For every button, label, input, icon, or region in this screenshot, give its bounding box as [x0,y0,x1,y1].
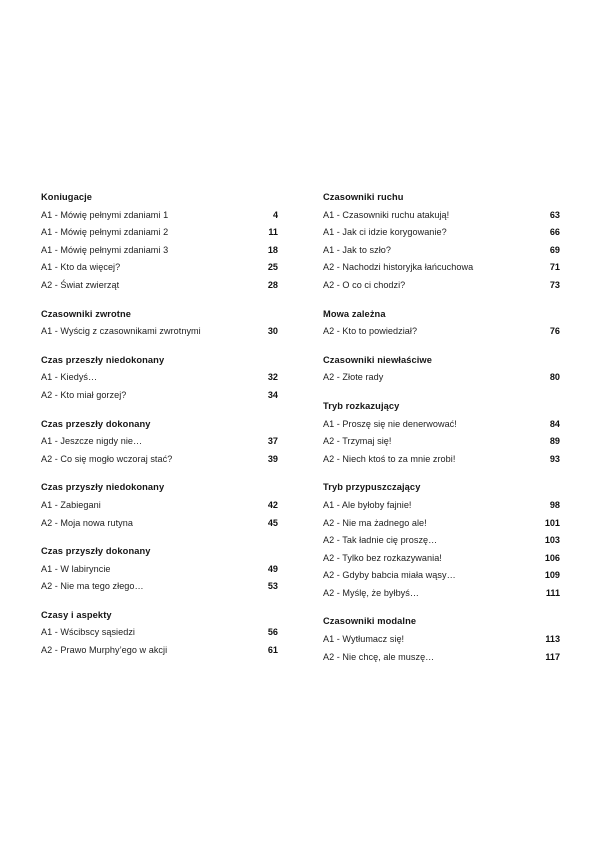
toc-entry-page-number: 4 [272,209,278,220]
toc-entry[interactable] [41,369,278,387]
toc-section [41,607,278,660]
toc-entry[interactable] [323,416,560,434]
toc-entry-page-number: 73 [549,279,560,290]
toc-entry[interactable] [323,451,560,469]
toc-entry-page-number: 30 [267,326,278,337]
toc-entry-label: A2 - Myślę, że byłbyś… [323,587,420,598]
toc-entry[interactable] [41,242,278,260]
toc-entry-label: A2 - Złote rady [323,372,384,383]
toc-entry-page-number: 93 [549,453,560,464]
toc-entry-page-number: 117 [545,651,560,662]
toc-entry-label: A2 - Niech ktoś to za mnie zrobi! [323,453,456,464]
toc-entry[interactable] [41,259,278,277]
toc-entry-label: A2 - Świat zwierząt [41,279,120,290]
toc-section-title: Czas przeszły dokonany [41,418,151,429]
toc-entry-page-number: 39 [267,453,278,464]
toc-entry-page-number: 109 [544,570,560,581]
toc-entry[interactable] [41,277,278,295]
toc-entry-label: A2 - O co ci chodzi? [323,279,406,290]
left-column [41,189,278,666]
toc-section-title: Czasowniki modalne [323,616,417,627]
toc-entry[interactable] [41,515,278,533]
toc-section-title: Koniugacje [41,192,93,202]
toc-entry-page-number: 103 [544,535,560,546]
toc-entry[interactable] [41,561,278,579]
toc-entry-label: A1 - Mówię pełnymi zdaniami 2 [41,227,169,238]
toc-entry-label: A2 - Tak ładnie cię proszę… [323,535,438,546]
toc-section [323,479,560,602]
toc-entry[interactable] [323,323,560,341]
toc-entry-page-number: 111 [545,587,560,598]
toc-entry-label: A1 - Kiedyś… [41,372,98,383]
toc-entry-page-number: 32 [267,372,278,383]
toc-entry-label: A2 - Gdyby babcia miała wąsy… [323,570,456,581]
toc-entry-page-number: 49 [267,563,278,574]
toc-section-title: Czasowniki niewłaściwe [323,354,433,365]
toc-entry-page-number: 11 [268,227,278,238]
toc-entry[interactable] [323,497,560,515]
toc-entry-page-number: 76 [549,326,560,337]
toc-entry-page-number: 63 [549,209,560,220]
toc-section-title: Tryb przypuszczający [323,482,421,493]
toc-entry-label: A1 - Jak to szło? [323,244,391,255]
toc-entry-label: A1 - Mówię pełnymi zdaniami 3 [41,244,169,255]
toc-entry-page-number: 42 [267,499,278,510]
toc-entry[interactable] [323,433,560,451]
toc-entry-page-number: 56 [267,627,278,638]
toc-entry[interactable] [41,387,278,405]
toc-entry-label: A2 - Nie ma żadnego ale! [323,517,427,528]
toc-entry-label: A1 - Zabiegani [41,499,101,510]
toc-entry-label: A1 - Ale byłoby fajnie! [323,499,412,510]
toc-entry-label: A2 - Nie chcę, ale muszę… [323,651,435,662]
toc-section-title: Tryb rozkazujący [323,400,400,411]
toc-entry[interactable] [41,433,278,451]
toc-section-title: Czas przeszły niedokonany [41,354,165,365]
toc-entry[interactable] [41,207,278,225]
right-column [323,189,560,666]
toc-entry[interactable] [323,207,560,225]
toc-section [41,416,278,469]
toc-section [323,352,560,387]
toc-entry[interactable] [41,642,278,660]
toc-entry-label: A2 - Prawo Murphy’ego w akcji [41,645,168,656]
toc-section [323,613,560,666]
toc-entry[interactable] [323,224,560,242]
toc-entry-page-number: 25 [267,262,278,273]
toc-section-title: Czasy i aspekty [41,609,112,620]
toc-section [323,398,560,468]
toc-entry-label: A1 - Mówię pełnymi zdaniami 1 [41,209,169,220]
toc-section-title: Mowa zależna [323,308,386,319]
toc-entry[interactable] [323,369,560,387]
toc-entry-page-number: 69 [549,244,560,255]
toc-section [41,306,278,341]
toc-section-title: Czas przyszły niedokonany [41,482,165,493]
toc-entry-label: A1 - Jak ci idzie korygowanie? [323,227,447,238]
toc-entry-label: A1 - Kto da więcej? [41,262,121,273]
toc-entry-label: A2 - Moja nowa rutyna [41,517,133,528]
toc-entry-label: A1 - Wścibscy sąsiedzi [41,627,135,638]
toc-entry-label: A2 - Tylko bez rozkazywania! [323,552,442,563]
toc-entry[interactable] [41,451,278,469]
toc-entry-label: A2 - Nie ma tego złego… [41,581,144,592]
table-of-contents [41,189,560,666]
toc-entry[interactable] [323,649,560,667]
toc-entry-label: A1 - Proszę się nie denerwować! [323,418,457,429]
toc-entry[interactable] [323,585,560,603]
toc-entry[interactable] [41,497,278,515]
toc-section [323,189,560,295]
toc-entry-label: A1 - Wytłumacz się! [323,634,405,645]
toc-entry-label: A1 - Wyścig z czasownikami zwrotnymi [41,326,201,337]
toc-entry[interactable] [41,323,278,341]
toc-section [41,352,278,405]
toc-entry[interactable] [323,550,560,568]
toc-entry[interactable] [323,631,560,649]
toc-section [41,543,278,596]
toc-section-title: Czasowniki ruchu [323,192,404,202]
toc-entry-page-number: 106 [544,552,560,563]
toc-entry-page-number: 71 [549,262,560,273]
toc-entry-page-number: 53 [267,581,278,592]
toc-entry-page-number: 18 [267,244,278,255]
toc-entry-page-number: 37 [267,436,278,447]
toc-entry-label: A2 - Nachodzi historyjka łańcuchowa [323,262,474,273]
toc-entry[interactable] [41,224,278,242]
toc-entry[interactable] [323,277,560,295]
toc-entry[interactable] [323,259,560,277]
toc-entry[interactable] [323,242,560,260]
toc-entry-page-number: 101 [544,517,560,528]
toc-entry-page-number: 89 [549,436,560,447]
toc-entry-page-number: 66 [549,227,560,238]
toc-entry-page-number: 98 [549,499,560,510]
toc-entry[interactable] [323,532,560,550]
toc-section [323,306,560,341]
toc-entry-page-number: 45 [267,517,278,528]
toc-entry-page-number: 34 [267,389,278,400]
toc-entry-label: A1 - W labiryncie [41,563,111,574]
toc-entry-page-number: 28 [267,279,278,290]
toc-entry-page-number: 113 [545,634,560,645]
toc-entry[interactable] [41,578,278,596]
toc-entry-page-number: 80 [549,372,560,383]
toc-section [41,479,278,532]
toc-entry-label: A2 - Co się mogło wczoraj stać? [41,453,173,464]
toc-section-title: Czas przyszły dokonany [41,546,151,557]
toc-section-title: Czasowniki zwrotne [41,308,132,319]
toc-entry-label: A1 - Czasowniki ruchu atakują! [323,209,450,220]
toc-section [41,189,278,295]
toc-entry[interactable] [323,567,560,585]
toc-entry-label: A2 - Trzymaj się! [323,436,392,447]
toc-entry-page-number: 84 [549,418,560,429]
toc-entry-label: A2 - Kto miał gorzej? [41,389,127,400]
toc-entry-label: A2 - Kto to powiedział? [323,326,418,337]
toc-entry-page-number: 61 [267,645,278,656]
toc-entry[interactable] [323,515,560,533]
toc-entry-label: A1 - Jeszcze nigdy nie… [41,436,143,447]
toc-entry[interactable] [41,624,278,642]
